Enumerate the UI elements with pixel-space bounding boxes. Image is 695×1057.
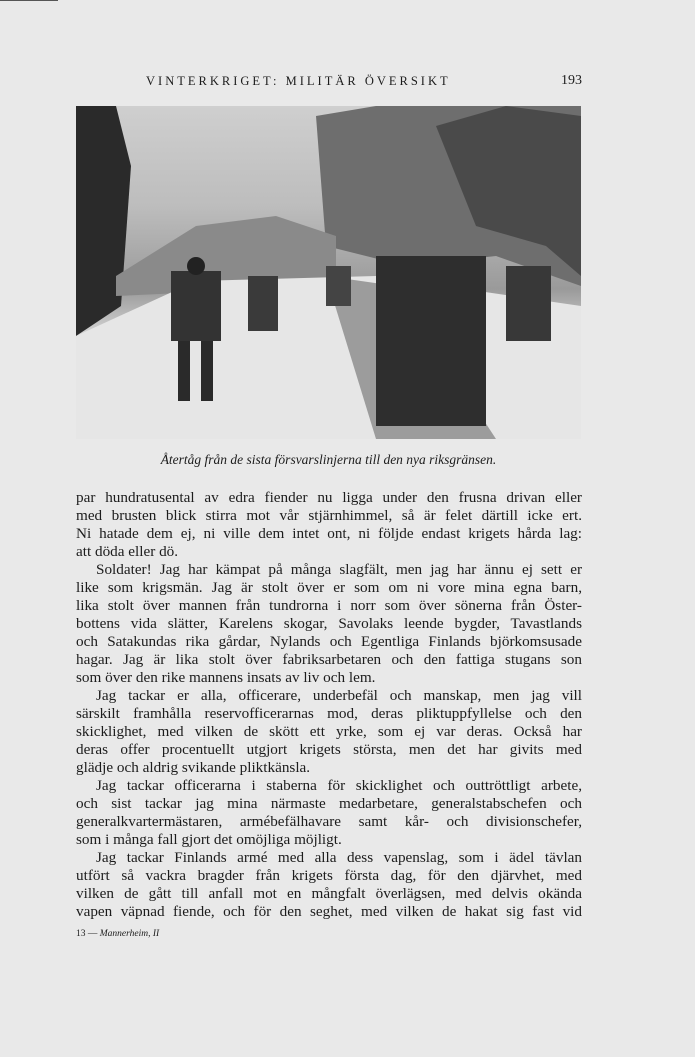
text-line: deras offer procentuellt utgjort krigets största, men det har givits med [76,741,582,758]
text-line: Jag tackar Finlands armé med alla dess vapenslag, som i ädel tävlan [96,849,582,866]
text-line: med brusten blick stirra mot vår stjärnhimmel, så är felet därtill icke ert. [76,507,582,524]
text-line: att döda eller dö. [76,543,179,560]
signature-mark [76,929,159,939]
text-line: skicklighet, med vilken de skött ett yrke, som ej var deras. Också har [76,723,582,740]
text-line: Ni hatade dem ej, ni ville dem intet ont, ni följde endast krigets hårda lag: [76,525,582,542]
text-line: och sist tackar jag mina närmaste medarbetare, generalstabschefen och [76,795,582,812]
signature-book-title: Mannerheim, II [99,929,160,939]
text-line: Jag tackar officerarna i staberna för skicklighet och outtröttligt arbete, [96,777,582,794]
text-line: vapen väpnad fiende, och för den seghet, med vilken de hakat sig fast vid [76,903,582,920]
text-line: glädje och aldrig svikande pliktkänsla. [76,759,311,776]
photograph-ski-troops-retreat [76,106,581,439]
text-line: like som krigsmän. Jag är stolt över er som om ni vore mina egna barn, [76,579,582,596]
text-line: par hundratusental av edra fiender nu ligga under den frusna drivan eller [76,489,582,506]
signature-number: 13 [76,929,86,939]
text-line: Soldater! Jag har kämpat på många slagfält, men jag har ännu ej sett er [96,561,582,578]
text-line: som över den rike mannens insats av liv och lem. [76,669,376,686]
signature-dash: — [87,929,98,939]
body-text [76,489,582,921]
scan-edge-line [0,0,58,1]
text-line: och Satakundas rika gårdar, Nylands och Egentliga Finlands björkomsusade [76,633,582,650]
text-line: generalkvartermästaren, armébefälhavare samt kår- och divisionschefer, [76,813,582,830]
photo-caption: Återtåg från de sista försvarslinjerna till den nya riksgränsen. [160,452,497,467]
text-line: som i många fall gjort det omöjliga möjligt. [76,831,342,848]
text-line: lika stolt över mannen från tundrorna i norr som över sönerna från Öster- [76,597,582,614]
page-number: 193 [561,73,582,88]
photo-illustration [76,106,581,439]
text-line: särskilt framhålla reservofficerarnas mod, deras pliktuppfyllelse och den [76,705,582,722]
running-header [146,74,582,92]
text-line: hagar. Jag är lika stolt över fabriksarbetaren och den fattiga stugans son [76,651,582,668]
text-line: bottens vida slätter, Karelens skogar, Savolaks leende bygder, Tavastlands [76,615,582,632]
text-line: vilken de gått till anfall mot en mångfalt överlägsen, med delvis okända [76,885,582,902]
text-line: utfört så vackra bragder från krigets första dag, för den djärvhet, med [76,867,582,884]
running-title: VINTERKRIGET: MILITÄR ÖVERSIKT [146,74,451,88]
text-line: Jag tackar er alla, officerare, underbefäl och manskap, men jag vill [96,687,582,704]
